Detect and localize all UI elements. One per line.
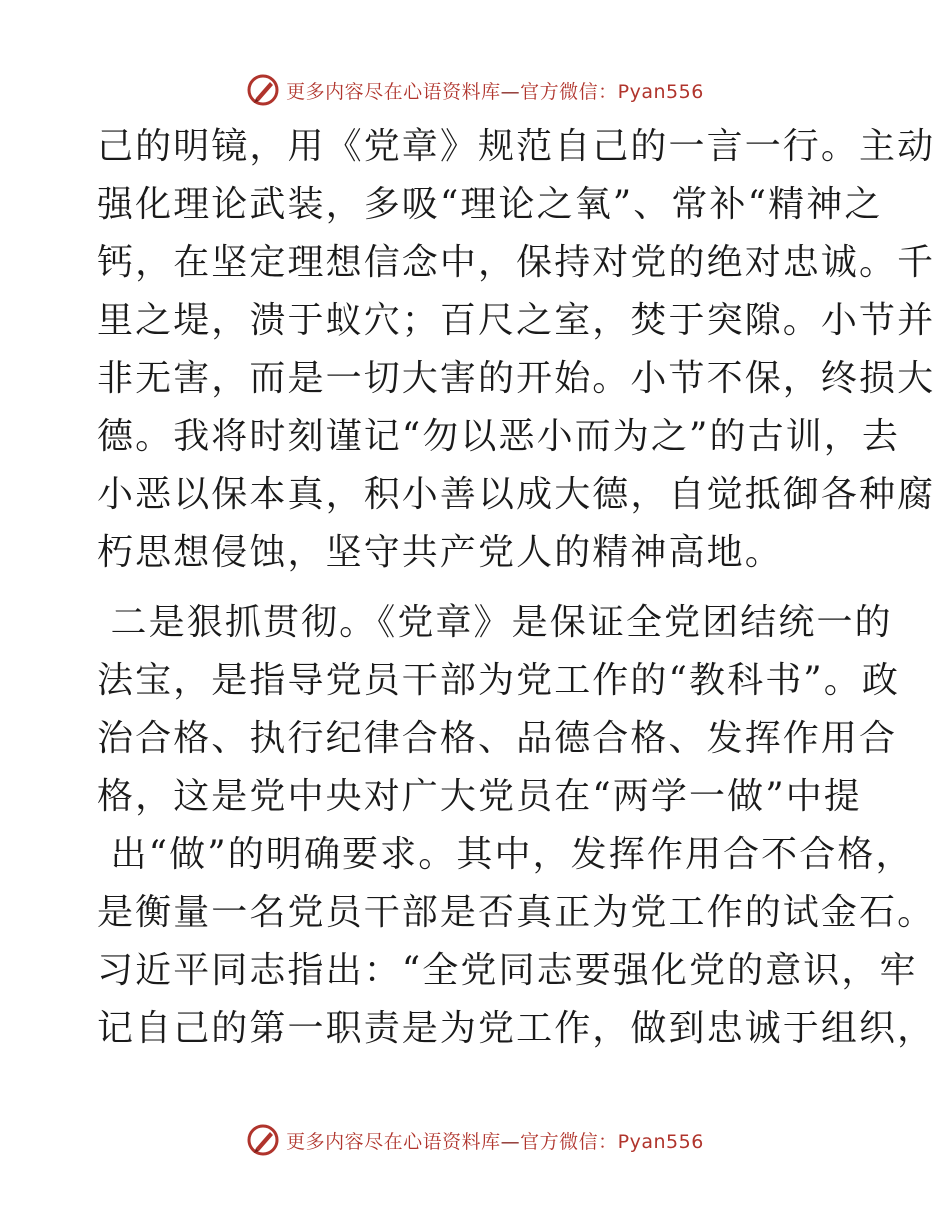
paragraph-1 [97, 118, 936, 582]
header-watermark [0, 70, 950, 110]
watermark-main-text: 更多内容尽在心语资料库 [286, 1130, 501, 1153]
watermark-contact: 官方微信：Pyan556 [520, 1130, 704, 1153]
text-line: 里之堤，溃于蚁穴；百尺之室，焚于突隙。小节并 [97, 300, 936, 341]
paragraph-spacer [97, 582, 857, 594]
text-line: 强化理论武装，多吸“理论之氧”、常补“精神之 [97, 184, 883, 225]
watermark-contact: 官方微信：Pyan556 [520, 80, 704, 103]
pen-logo-icon [246, 73, 280, 107]
text-line: 朽思想侵蚀，坚守共产党人的精神高地。 [97, 532, 783, 573]
text-line: 钙，在坚定理想信念中，保持对党的绝对忠诚。千 [97, 242, 936, 283]
text-line: 治合格、执行纪律合格、品德合格、发挥作用合 [97, 718, 898, 759]
text-line: 德。我将时刻谨记“勿以恶小而为之”的古训，去 [97, 416, 901, 457]
text-line: 二是狠抓贯彻。《党章》是保证全党团结统一的 [97, 602, 893, 643]
text-line: 格，这是党中央对广大党员在“两学一做”中提 [97, 776, 862, 817]
text-line: 出“做”的明确要求。其中，发挥作用合不合格， [97, 834, 914, 875]
document-body [97, 118, 936, 1058]
text-line: 是衡量一名党员干部是否真正为党工作的试金石。 [97, 892, 936, 933]
text-line: 记自己的第一职责是为党工作，做到忠诚于组织， [97, 1008, 936, 1049]
watermark-main-text: 更多内容尽在心语资料库 [286, 80, 501, 103]
pen-logo-icon [246, 1123, 280, 1157]
watermark-dash: — [500, 80, 521, 103]
text-line: 非无害，而是一切大害的开始。小节不保，终损大 [97, 358, 936, 399]
watermark-dash: — [500, 1130, 521, 1153]
footer-watermark [0, 1120, 950, 1160]
paragraph-2 [97, 594, 936, 1058]
text-line: 小恶以保本真，积小善以成大德，自觉抵御各种腐 [97, 474, 936, 515]
text-line: 己的明镜，用《党章》规范自己的一言一行。主动 [97, 126, 936, 167]
watermark-text [286, 1127, 704, 1154]
text-line: 法宝，是指导党员干部为党工作的“教科书”。政 [97, 660, 901, 701]
watermark-text [286, 77, 704, 104]
text-line: 习近平同志指出：“全党同志要强化党的意识，牢 [97, 950, 918, 991]
